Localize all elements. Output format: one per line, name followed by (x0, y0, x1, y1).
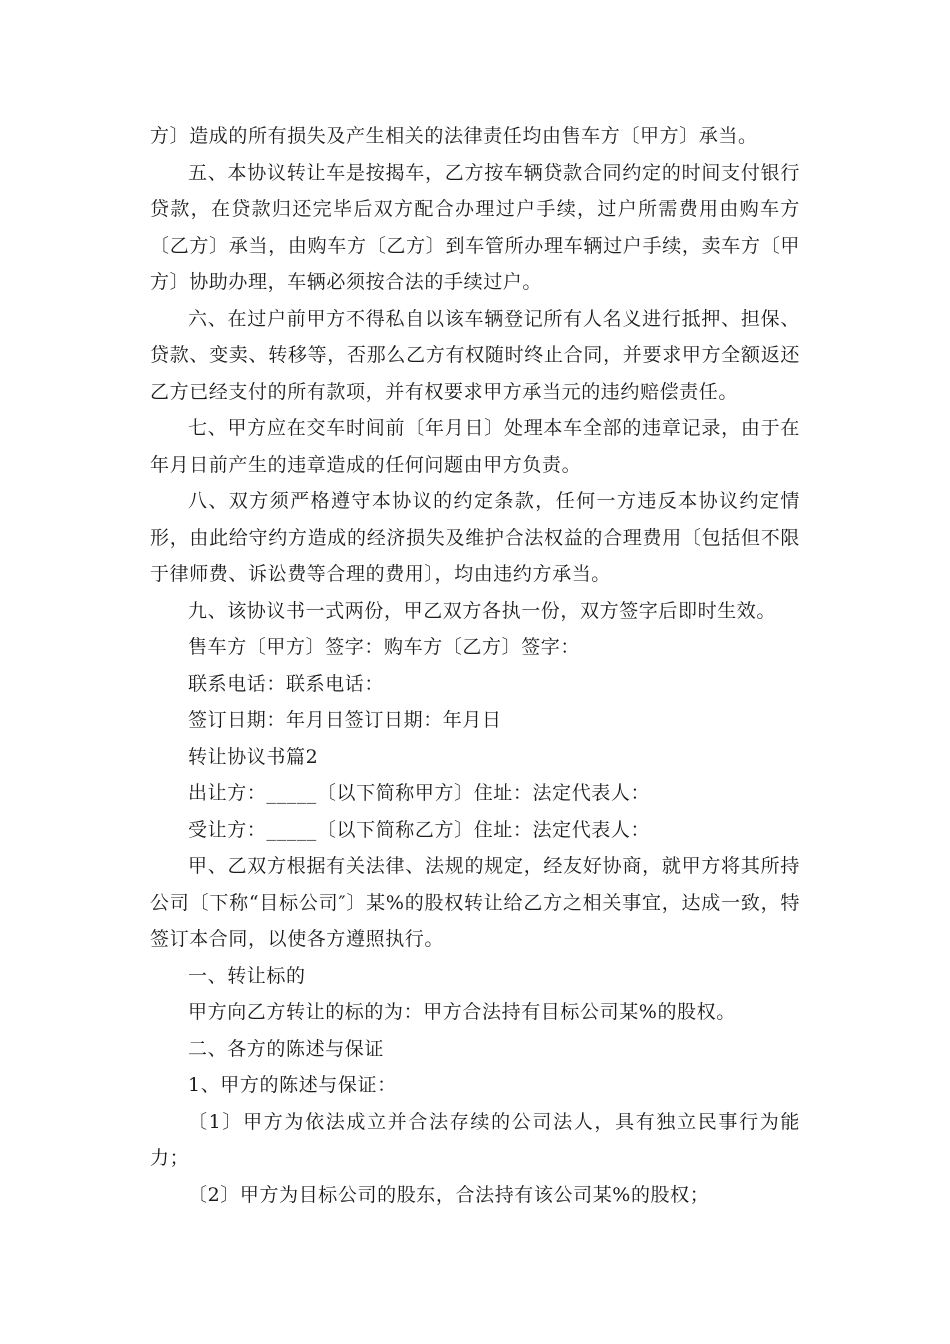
article-2-item-2: 〔2〕甲方为目标公司的股东，合法持有该公司某%的股权； (188, 1183, 710, 1206)
signature-line: 售车方〔甲方〕签字：购车方〔乙方〕签字： (188, 636, 581, 658)
paragraph-clause-9: 九、该协议书一式两份，甲乙双方各执一份，双方签字后即时生效。 (188, 599, 777, 622)
paragraph-clause-6: 六、在过户前甲方不得私自以该车辆登记所有人名义进行抵押、担保、贷款、变卖、转移等，否那么乙方有权随时终止合同，并要求甲方全额返还乙方已经支付的所有款项，并有权要求甲方承当元的违约赔偿责任。 (150, 307, 800, 403)
paragraph-continuation: 方〕造成的所有损失及产生相关的法律责任均由售车方〔甲方〕承当。 (150, 125, 758, 147)
section-heading: 转让协议书篇2 (188, 745, 319, 768)
article-2-item-1: 〔1〕甲方为依法成立并合法存续的公司法人，具有独立民事行为能力； (150, 1110, 800, 1169)
article-2-heading: 二、各方的陈述与保证 (188, 1037, 385, 1060)
document-body (150, 118, 800, 1213)
paragraph-clause-7: 七、甲方应在交车时间前〔年月日〕处理本车全部的违章记录，由于在年月日前产生的违章造成的任何问题由甲方负责。 (150, 417, 800, 476)
transferee-line: 受让方：_____〔以下简称乙方〕住址：法定代表人： (188, 818, 651, 841)
article-1-text: 甲方向乙方转让的标的为：甲方合法持有目标公司某%的股权。 (188, 1001, 736, 1023)
phone-line: 联系电话：联系电话： (188, 672, 385, 695)
paragraph-clause-5: 五、本协议转让车是按揭车，乙方按车辆贷款合同约定的时间支付银行贷款，在贷款归还完毕后双方配合办理过户手续，过户所需费用由购车方〔乙方〕承当，由购车方〔乙方〕到车管所办理车辆过户手续，卖车方〔甲方〕协助办理，车辆必须按合法的手续过户。 (150, 161, 800, 293)
date-line: 签订日期：年月日签订日期：年月日 (188, 709, 502, 731)
paragraph-clause-8: 八、双方须严格遵守本协议的约定条款，任何一方违反本协议约定情形，由此给守约方造成的经济损失及维护合法权益的合理费用〔包括但不限于律师费、诉讼费等合理的费用〕，均由违约方承当。 (150, 490, 800, 585)
article-1-heading: 一、转让标的 (188, 964, 306, 987)
transferor-line: 出让方：_____〔以下简称甲方〕住址：法定代表人： (188, 782, 651, 804)
preamble-paragraph: 甲、乙双方根据有关法律、法规的规定，经友好协商，就甲方将其所持公司〔下称“目标公司″〕某%的股权转让给乙方之相关事宜，达成一致，特签订本合同，以使各方遵照执行。 (150, 855, 800, 950)
article-2-subheading: 1、甲方的陈述与保证： (188, 1074, 397, 1096)
